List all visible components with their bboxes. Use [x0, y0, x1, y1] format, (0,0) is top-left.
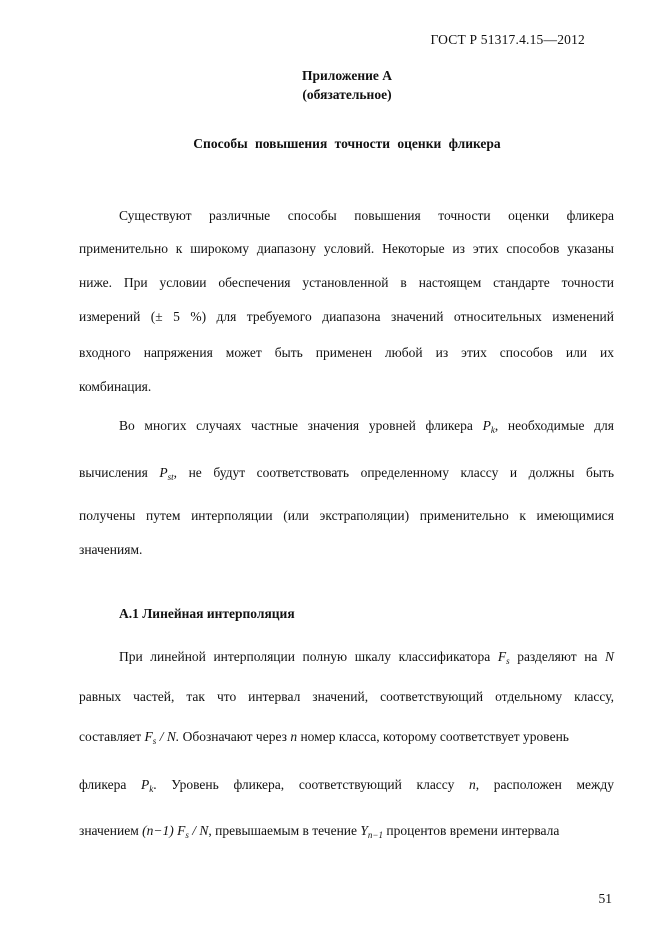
paragraph-1-line-5: входного напряжения может быть применен любой из этих способов или их [79, 345, 614, 360]
text-run: вычисления [79, 465, 160, 480]
text-run: Обозначают через [179, 729, 291, 744]
symbol-n: n [469, 777, 476, 792]
text-run: , необходимые для [494, 418, 614, 433]
section-title: Способы повышения точности оценки фликера [193, 136, 501, 151]
subscript: st [167, 472, 174, 482]
document-code: ГОСТ Р 51317.4.15—2012 [430, 32, 585, 47]
paragraph-3-line-1 [119, 648, 614, 670]
paragraph-1-line-6: комбинация. [79, 379, 152, 394]
paragraph-1-line-4: измерений (± 5 %) для требуемого диапазона значений относительных изменений [79, 309, 614, 324]
symbol-y: Y [360, 823, 368, 838]
subscript: k [490, 425, 495, 435]
subsection-title: А.1 Линейная интерполяция [119, 606, 295, 621]
symbol-f: F [497, 649, 507, 664]
text-run: фликера [79, 777, 141, 792]
symbol-p: P [482, 418, 491, 433]
paragraph-2-line-2 [79, 464, 614, 486]
symbol-n: N [604, 649, 614, 664]
text-run: , расположен между [475, 777, 614, 792]
paragraph-2-line-3: получены путем интерполяции (или экстраполяции) применительно к имеющимися [79, 508, 614, 523]
subscript: s [185, 830, 189, 840]
text-run: составляет [79, 729, 145, 744]
subscript: n−1 [367, 830, 383, 840]
formula-part: (n−1) F [142, 823, 186, 838]
text-run: разделяют на [509, 649, 605, 664]
paragraph-1-line-1: Существуют различные способы повышения точности оценки фликера [119, 208, 614, 223]
symbol-f: F [144, 729, 153, 744]
paragraph-3-line-2: равных частей, так что интервал значений, соответствующий отдельному классу, [79, 689, 614, 704]
text-run: процентов времени интервала [383, 823, 560, 838]
page-number: 51 [598, 891, 612, 906]
symbol-p: P [159, 465, 168, 480]
annex-title: Приложение А [301, 68, 393, 83]
paragraph-3-line-5 [79, 822, 614, 844]
paragraph-1-line-2: применительно к широкому диапазону условий. Некоторые из этих способов указаны [79, 241, 614, 256]
text-run: значением [79, 823, 143, 838]
paragraph-3-line-4 [79, 776, 614, 798]
symbol-n: n [290, 729, 298, 744]
paragraph-2-line-1 [119, 417, 614, 439]
formula-part: / N. [156, 729, 180, 744]
text-run: , превышаемым в течение [208, 823, 361, 838]
paragraph-2-line-4: значениям. [79, 542, 143, 557]
text-run: . Уровень фликера, соответствующий классу [153, 777, 470, 792]
annex-subtitle: (обязательное) [302, 87, 392, 102]
text-run: При линейной интерполяции полную шкалу классификатора [119, 649, 498, 664]
paragraph-3-line-3 [79, 728, 614, 750]
subscript: s [506, 656, 510, 666]
text-run: номер класса, которому соответствует уровень [297, 729, 569, 744]
text-run: , не будут соответствовать определенному классу и должны быть [173, 465, 614, 480]
paragraph-1-line-3: ниже. При условии обеспечения установленной в настоящем стандарте точности [79, 275, 614, 290]
symbol-p: P [140, 777, 150, 792]
subscript: s [152, 736, 157, 746]
subscript: k [149, 784, 154, 794]
formula-part: / N [188, 823, 209, 838]
text-run: Во многих случаях частные значения уровней фликера [119, 418, 483, 433]
